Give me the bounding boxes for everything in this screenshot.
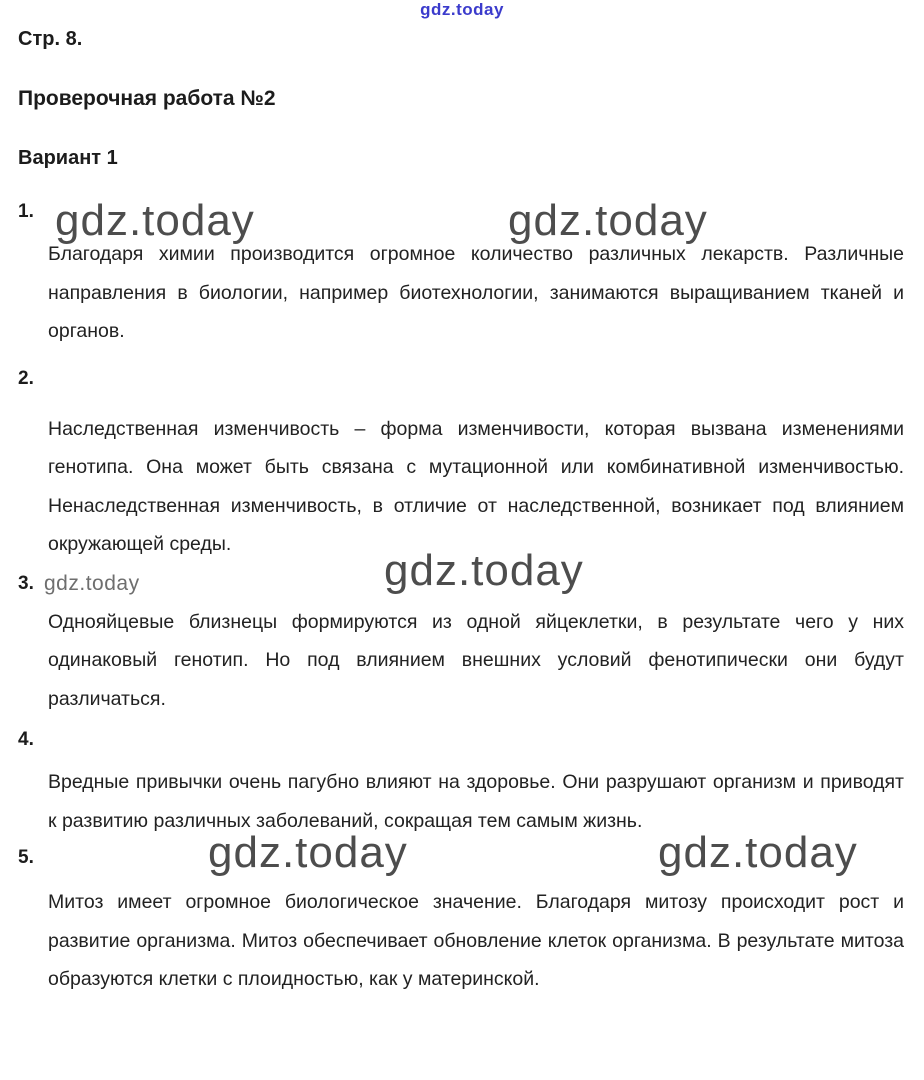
item-answer-text: Наследственная изменчивость – форма изменчивости, которая вызвана изменениями генотипа. Она может быть связана с мутационной или комбинативной изменчивостью. Ненаследственная изменчивость, в отличие от наследственной, возникает под влиянием окружающей среды. xyxy=(48,417,904,555)
page-label: Стр. 8. xyxy=(18,28,83,50)
watermark-item4-right: gdz.today xyxy=(658,828,858,877)
variant-label: Вариант 1 xyxy=(18,147,118,169)
item-number: 2. xyxy=(18,367,34,389)
watermark-item4-left: gdz.today xyxy=(208,828,408,877)
answer-item-2 xyxy=(16,367,904,564)
work-title: Проверочная работа №2 xyxy=(18,87,276,110)
item-number: 3. xyxy=(18,572,34,594)
watermark-item1-right: gdz.today xyxy=(508,196,708,245)
watermark-item1-left: gdz.today xyxy=(55,196,255,245)
site-watermark-top: gdz.today xyxy=(420,0,504,19)
item-answer-text: Митоз имеет огромное биологическое значение. Благодаря митозу происходит рост и развитие организма. Митоз обеспечивает обновление клеток организма. В результате митоза образуются клетки с плоидностью, как у материнской. xyxy=(48,891,904,990)
answer-item-4 xyxy=(16,728,904,840)
answer-item-3 xyxy=(16,572,904,719)
item-number: 5. xyxy=(18,847,34,868)
answer-item-5 xyxy=(16,846,904,999)
item-number: 4. xyxy=(18,729,34,750)
item-number: 1. xyxy=(18,201,34,222)
watermark-item3-center: gdz.today xyxy=(384,546,584,595)
item-answer-text: Вредные привычки очень пагубно влияют на здоровье. Они разрушают организм и приводят к развитию различных заболеваний, сокращая тем самым жизнь. xyxy=(48,771,904,832)
item-answer-text: Однояйцевые близнецы формируются из одной яйцеклетки, в результате чего у них одинаковый генотип. Но под влиянием внешних условий фенотипически они будут различаться. xyxy=(48,610,904,710)
watermark-item3-small: gdz.today xyxy=(44,572,140,595)
item-answer-text: Благодаря химии производится огромное количество различных лекарств. Различные направления в биологии, например биотехнологии, занимаются выращиванием тканей и органов. xyxy=(48,243,904,342)
answer-item-1 xyxy=(16,200,904,351)
